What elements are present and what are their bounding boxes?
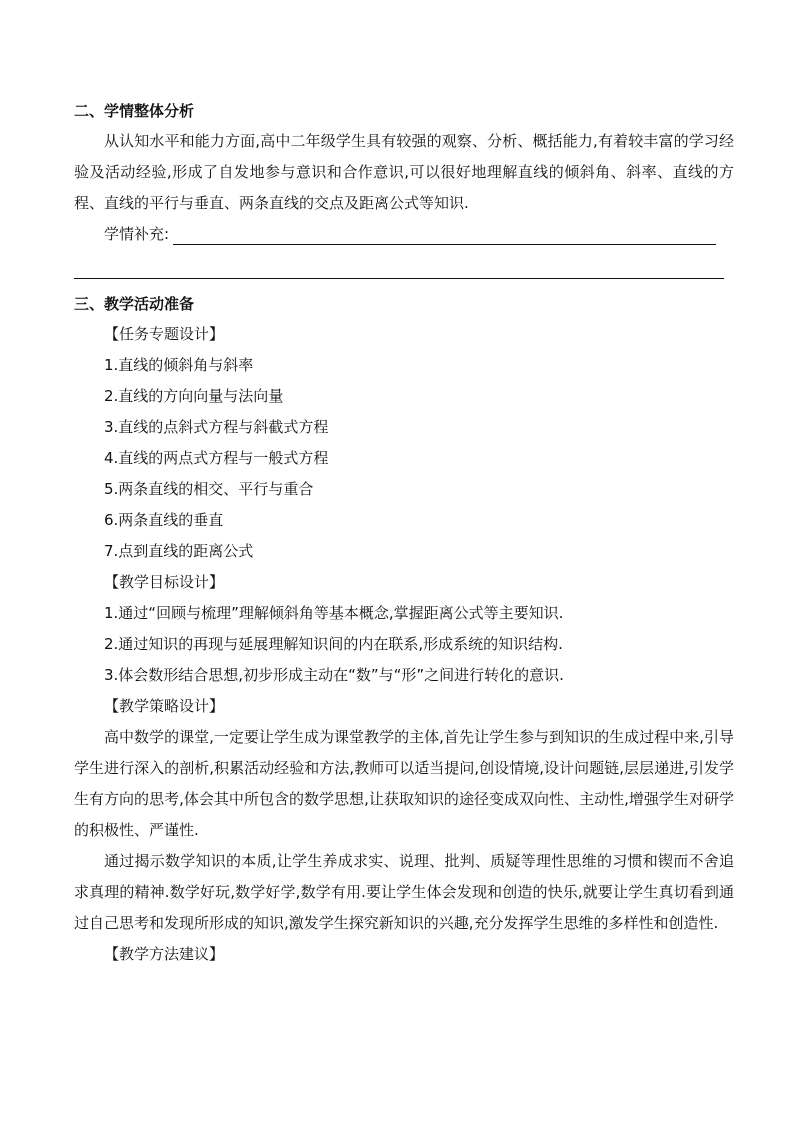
goal-design-title: 【教学目标设计】 — [104, 573, 225, 591]
strategy-paragraph: 通过揭示数学知识的本质,让学生养成求实、说理、批判、质疑等理性思维的习惯和锲而不舍追求真理的精神.数学好玩,数学好学,数学有用.要让学生体会发现和创造的快乐,就要让学生真切看到通过自己思考和发现所形成的知识,激发学生探究新知识的兴趣,充分发挥学生思维的多样性和创造性. — [74, 852, 734, 932]
strategy-design-title: 【教学策略设计】 — [104, 697, 225, 715]
student-analysis-paragraph: 从认知水平和能力方面,高中二年级学生具有较强的观察、分析、概括能力,有着较丰富的学习经验及活动经验,形成了自发地参与意识和合作意识,可以很好地理解直线的倾斜角、斜率、直线的方程、直线的平行与垂直、两条直线的交点及距离公式等知识. — [74, 132, 734, 212]
goal-item: 2.通过知识的再现与延展理解知识间的内在联系,形成系统的知识结构. — [104, 635, 563, 653]
task-item: 4.直线的两点式方程与一般式方程 — [104, 449, 329, 467]
task-design-title: 【任务专题设计】 — [104, 325, 225, 343]
task-item: 3.直线的点斜式方程与斜截式方程 — [104, 418, 329, 436]
strategy-paragraph: 高中数学的课堂,一定要让学生成为课堂教学的主体,首先让学生参与到知识的生成过程中来,引导学生进行深入的剖析,积累活动经验和方法,教师可以适当提问,创设情境,设计问题链,层层递进,引发学生有方向的思考,体会其中所包含的数学思想,让获取知识的途径变成双向性、主动性,增强学生对研学的积极性、严谨性. — [74, 728, 734, 839]
student-supplement-row — [74, 219, 734, 250]
method-suggestion-title: 【教学方法建议】 — [104, 945, 225, 963]
document-page — [74, 96, 734, 970]
task-item: 7.点到直线的距离公式 — [104, 542, 254, 560]
task-item: 2.直线的方向向量与法向量 — [104, 387, 284, 405]
task-item: 1.直线的倾斜角与斜率 — [104, 356, 254, 374]
task-item: 6.两条直线的垂直 — [104, 511, 224, 529]
student-supplement-blank[interactable] — [173, 244, 716, 245]
task-item: 5.两条直线的相交、平行与重合 — [104, 480, 314, 498]
section-heading-student-analysis: 二、学情整体分析 — [74, 102, 195, 120]
student-supplement-label: 学情补充: — [104, 225, 170, 243]
student-supplement-blank-line[interactable] — [74, 278, 724, 279]
goal-item: 3.体会数形结合思想,初步形成主动在“数”与“形”之间进行转化的意识. — [104, 666, 564, 684]
section-heading-activity-prep: 三、教学活动准备 — [74, 295, 195, 313]
goal-item: 1.通过“回顾与梳理”理解倾斜角等基本概念,掌握距离公式等主要知识. — [104, 604, 564, 622]
